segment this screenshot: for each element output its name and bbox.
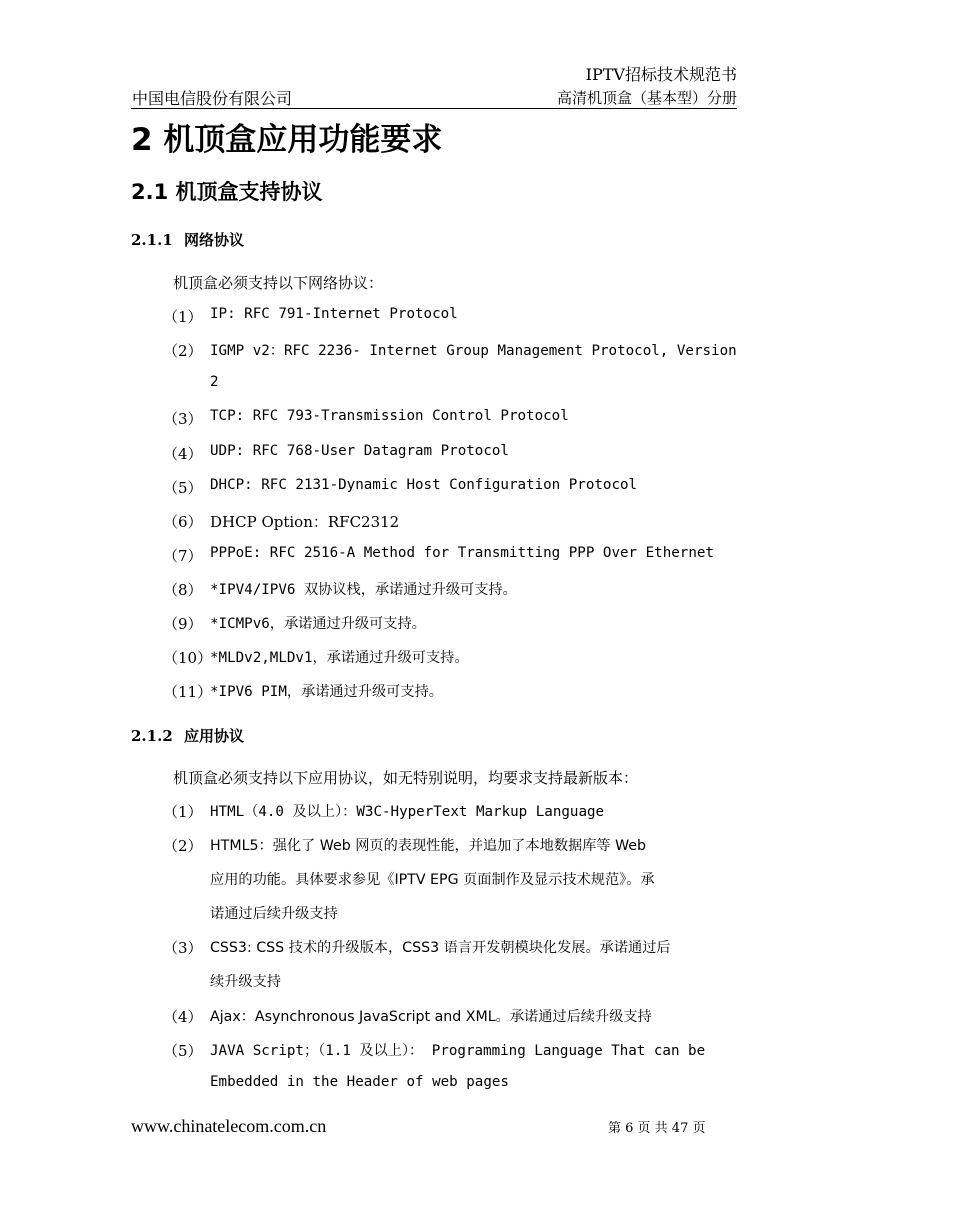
subsection-number: 2.1.2 <box>131 727 173 745</box>
list-marker: （11） <box>163 683 213 701</box>
header-doc-title: IPTV招标技术规范书 <box>585 65 737 84</box>
list-marker: （1） <box>163 308 203 326</box>
list-item-text: 2 <box>210 374 219 390</box>
list-marker: （9） <box>163 615 203 633</box>
list-item-text: 诺通过后续升级支持 <box>210 906 338 922</box>
subsection-title: 应用协议 <box>184 727 245 745</box>
list-item-text: HTML5：强化了 Web 网页的表现性能，并追加了本地数据库等 Web <box>210 838 647 854</box>
list-item-text: *IPV4/IPV6 双协议栈，承诺通过升级可支持。 <box>210 582 517 598</box>
list-marker: （1） <box>163 803 203 821</box>
list-marker: （5） <box>163 1042 203 1060</box>
subsection-heading-network <box>131 229 244 250</box>
subsection-heading-application <box>131 725 244 746</box>
list-marker: （8） <box>163 581 203 599</box>
list-item-text: IP: RFC 791-Internet Protocol <box>210 306 458 322</box>
list-item-text: HTML（4.0 及以上）：W3C-HyperText Markup Language <box>210 804 605 820</box>
list-item-text: IGMP v2：RFC 2236- Internet Group Management Protocol, Version <box>210 343 737 359</box>
list-item-text: JAVA Script；（1.1 及以上）： Programming Language That can be <box>210 1043 706 1059</box>
list-item-text: *ICMPv6，承诺通过升级可支持。 <box>210 616 426 632</box>
list-item-text: Embedded in the Header of web pages <box>210 1074 509 1090</box>
list-marker: （7） <box>163 547 203 565</box>
chapter-heading: 2 机顶盒应用功能要求 <box>131 122 443 158</box>
list-item-text: TCP: RFC 793-Transmission Control Protocol <box>210 408 569 424</box>
list-marker: （4） <box>163 445 203 463</box>
list-item-text: 续升级支持 <box>210 974 281 990</box>
footer-website: www.chinatelecom.com.cn <box>131 1116 327 1136</box>
subsection-title: 网络协议 <box>184 231 245 249</box>
list-item-text: DHCP: RFC 2131-Dynamic Host Configuration Protocol <box>210 477 638 493</box>
list-item-text: *IPV6 PIM，承诺通过升级可支持。 <box>210 684 443 700</box>
list-marker: （6） <box>163 513 203 531</box>
list-marker: （3） <box>163 410 203 428</box>
list-item-text: 应用的功能。具体要求参见《IPTV EPG 页面制作及显示技术规范》。承 <box>210 872 655 888</box>
list-item-text: DHCP Option：RFC2312 <box>210 513 400 531</box>
subsection-number: 2.1.1 <box>131 231 173 249</box>
header-company: 中国电信股份有限公司 <box>132 89 293 108</box>
list-item-text: CSS3: CSS 技术的升级版本，CSS3 语言开发朝模块化发展。承诺通过后 <box>210 940 671 956</box>
list-marker: （2） <box>163 837 203 855</box>
list-marker: （4） <box>163 1008 203 1026</box>
list-marker: （2） <box>163 342 203 360</box>
list-marker: （5） <box>163 479 203 497</box>
application-intro: 机顶盒必须支持以下应用协议，如无特别说明，均要求支持最新版本： <box>173 769 639 787</box>
section-heading: 2.1 机顶盒支持协议 <box>131 180 323 204</box>
list-item-text: Ajax：Asynchronous JavaScript and XML。承诺通过后续升级支持 <box>210 1009 652 1025</box>
list-item-text: PPPoE: RFC 2516-A Method for Transmitting PPP Over Ethernet <box>210 545 714 561</box>
header-rule <box>131 108 737 109</box>
list-item-text: *MLDv2,MLDv1，承诺通过升级可支持。 <box>210 650 469 666</box>
list-item-text: UDP: RFC 768-User Datagram Protocol <box>210 443 509 459</box>
header-volume: 高清机顶盒（基本型）分册 <box>556 89 737 107</box>
list-marker: （3） <box>163 939 203 957</box>
network-intro: 机顶盒必须支持以下网络协议： <box>173 274 384 292</box>
footer-page-number: 第 6 页 共 47 页 <box>608 1121 706 1136</box>
list-marker: （10） <box>163 649 213 667</box>
